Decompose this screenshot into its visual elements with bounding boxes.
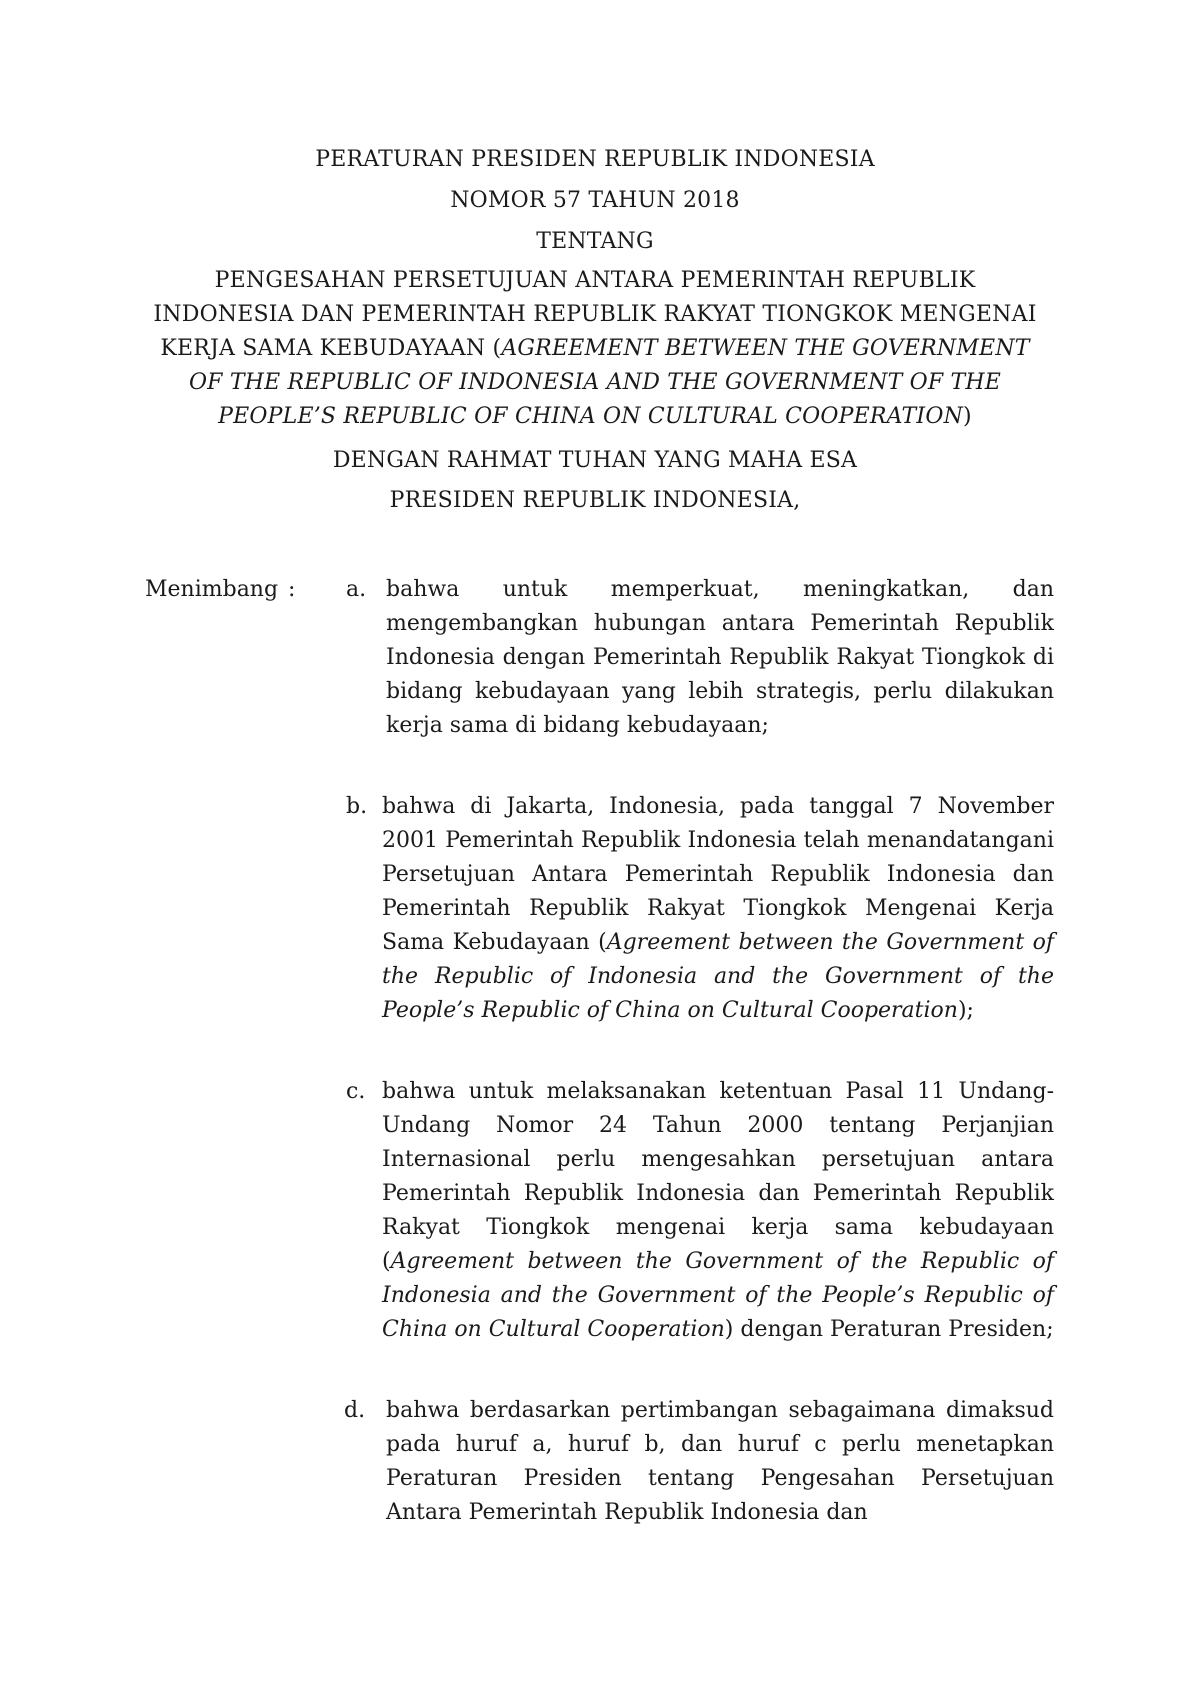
item-letter-d: d. (344, 1398, 366, 1423)
item-text-d: bahwa berdasarkan pertimbangan sebagaimana dimaksud pada huruf a, huruf b, dan huruf c perlu menetapkan Peraturan Presiden tentang Pengesahan Persetujuan Antara Pemerintah Republik Indonesia dan (386, 1398, 1054, 1525)
subject-line-3 (140, 332, 1050, 366)
regulation-subject (140, 264, 1050, 434)
item-b-end: ); (957, 998, 974, 1023)
subject-line-5 (140, 400, 1050, 434)
subject-line-2: INDONESIA DAN PEMERINTAH REPUBLIK RAKYAT TIONGKOK MENGENAI (153, 302, 1037, 327)
subject-line-5-italic: PEOPLE’S REPUBLIC OF CHINA ON CULTURAL COOPERATION (218, 404, 964, 429)
item-b-italic: Agreement between the Government of the Republic of Indonesia and the Government of the People’s Republic of China on Cultural Cooperation (382, 930, 1054, 1023)
item-c-plain: bahwa untuk melaksanakan ketentuan Pasal 11 Undang-Undang Nomor 24 Tahun 2000 tentang Perjanjian Internasional perlu mengesahkan persetujuan antara Pemerintah Republik Indonesia dan Pemerintah Republik Rakyat Tiongkok mengenai kerja sama kebudayaan ( (382, 1079, 1054, 1274)
regulation-title: PERATURAN PRESIDEN REPUBLIK INDONESIA (315, 147, 875, 172)
considering-colon: : (288, 577, 296, 602)
item-text-a: bahwa untuk memperkuat, meningkatkan, dan mengembangkan hubungan antara Pemerintah Republik Indonesia dengan Pemerintah Republik Rakyat Tiongkok di bidang kebudayaan yang lebih strategis, perlu dilakukan kerja sama di bidang kebudayaan; (386, 577, 1054, 738)
subject-line-3-plain: KERJA SAMA KEBUDAYAAN ( (160, 336, 502, 361)
subject-line-5-close: ) (963, 404, 972, 429)
item-letter-c: c. (346, 1079, 366, 1104)
regulation-number: NOMOR 57 TAHUN 2018 (450, 188, 740, 213)
considering-label: Menimbang (145, 577, 279, 602)
issuer: PRESIDEN REPUBLIK INDONESIA, (389, 488, 801, 513)
item-text-c (382, 1075, 1054, 1347)
item-c-end: ) dengan Peraturan Presiden; (724, 1317, 1054, 1342)
regulation-about: TENTANG (536, 229, 654, 254)
item-letter-a: a. (346, 577, 367, 602)
subject-line-4: OF THE REPUBLIC OF INDONESIA AND THE GOVERNMENT OF THE (188, 370, 1002, 395)
invocation: DENGAN RAHMAT TUHAN YANG MAHA ESA (332, 448, 858, 473)
subject-line-1: PENGESAHAN PERSETUJUAN ANTARA PEMERINTAH REPUBLIK (214, 268, 976, 293)
item-text-b (382, 790, 1054, 1028)
item-b-plain: bahwa di Jakarta, Indonesia, pada tanggal 7 November 2001 Pemerintah Republik Indonesia telah menandatangani Persetujuan Antara Pemerintah Republik Indonesia dan Pemerintah Republik Rakyat Tiongkok Mengenai Kerja Sama Kebudayaan ( (382, 794, 1054, 955)
item-c-italic: Agreement between the Government of the Republic of Indonesia and the Government of the People’s Republic of China on Cultural Cooperation (382, 1249, 1054, 1342)
subject-line-3-italic: AGREEMENT BETWEEN THE GOVERNMENT (501, 336, 1030, 361)
item-letter-b: b. (346, 794, 368, 819)
